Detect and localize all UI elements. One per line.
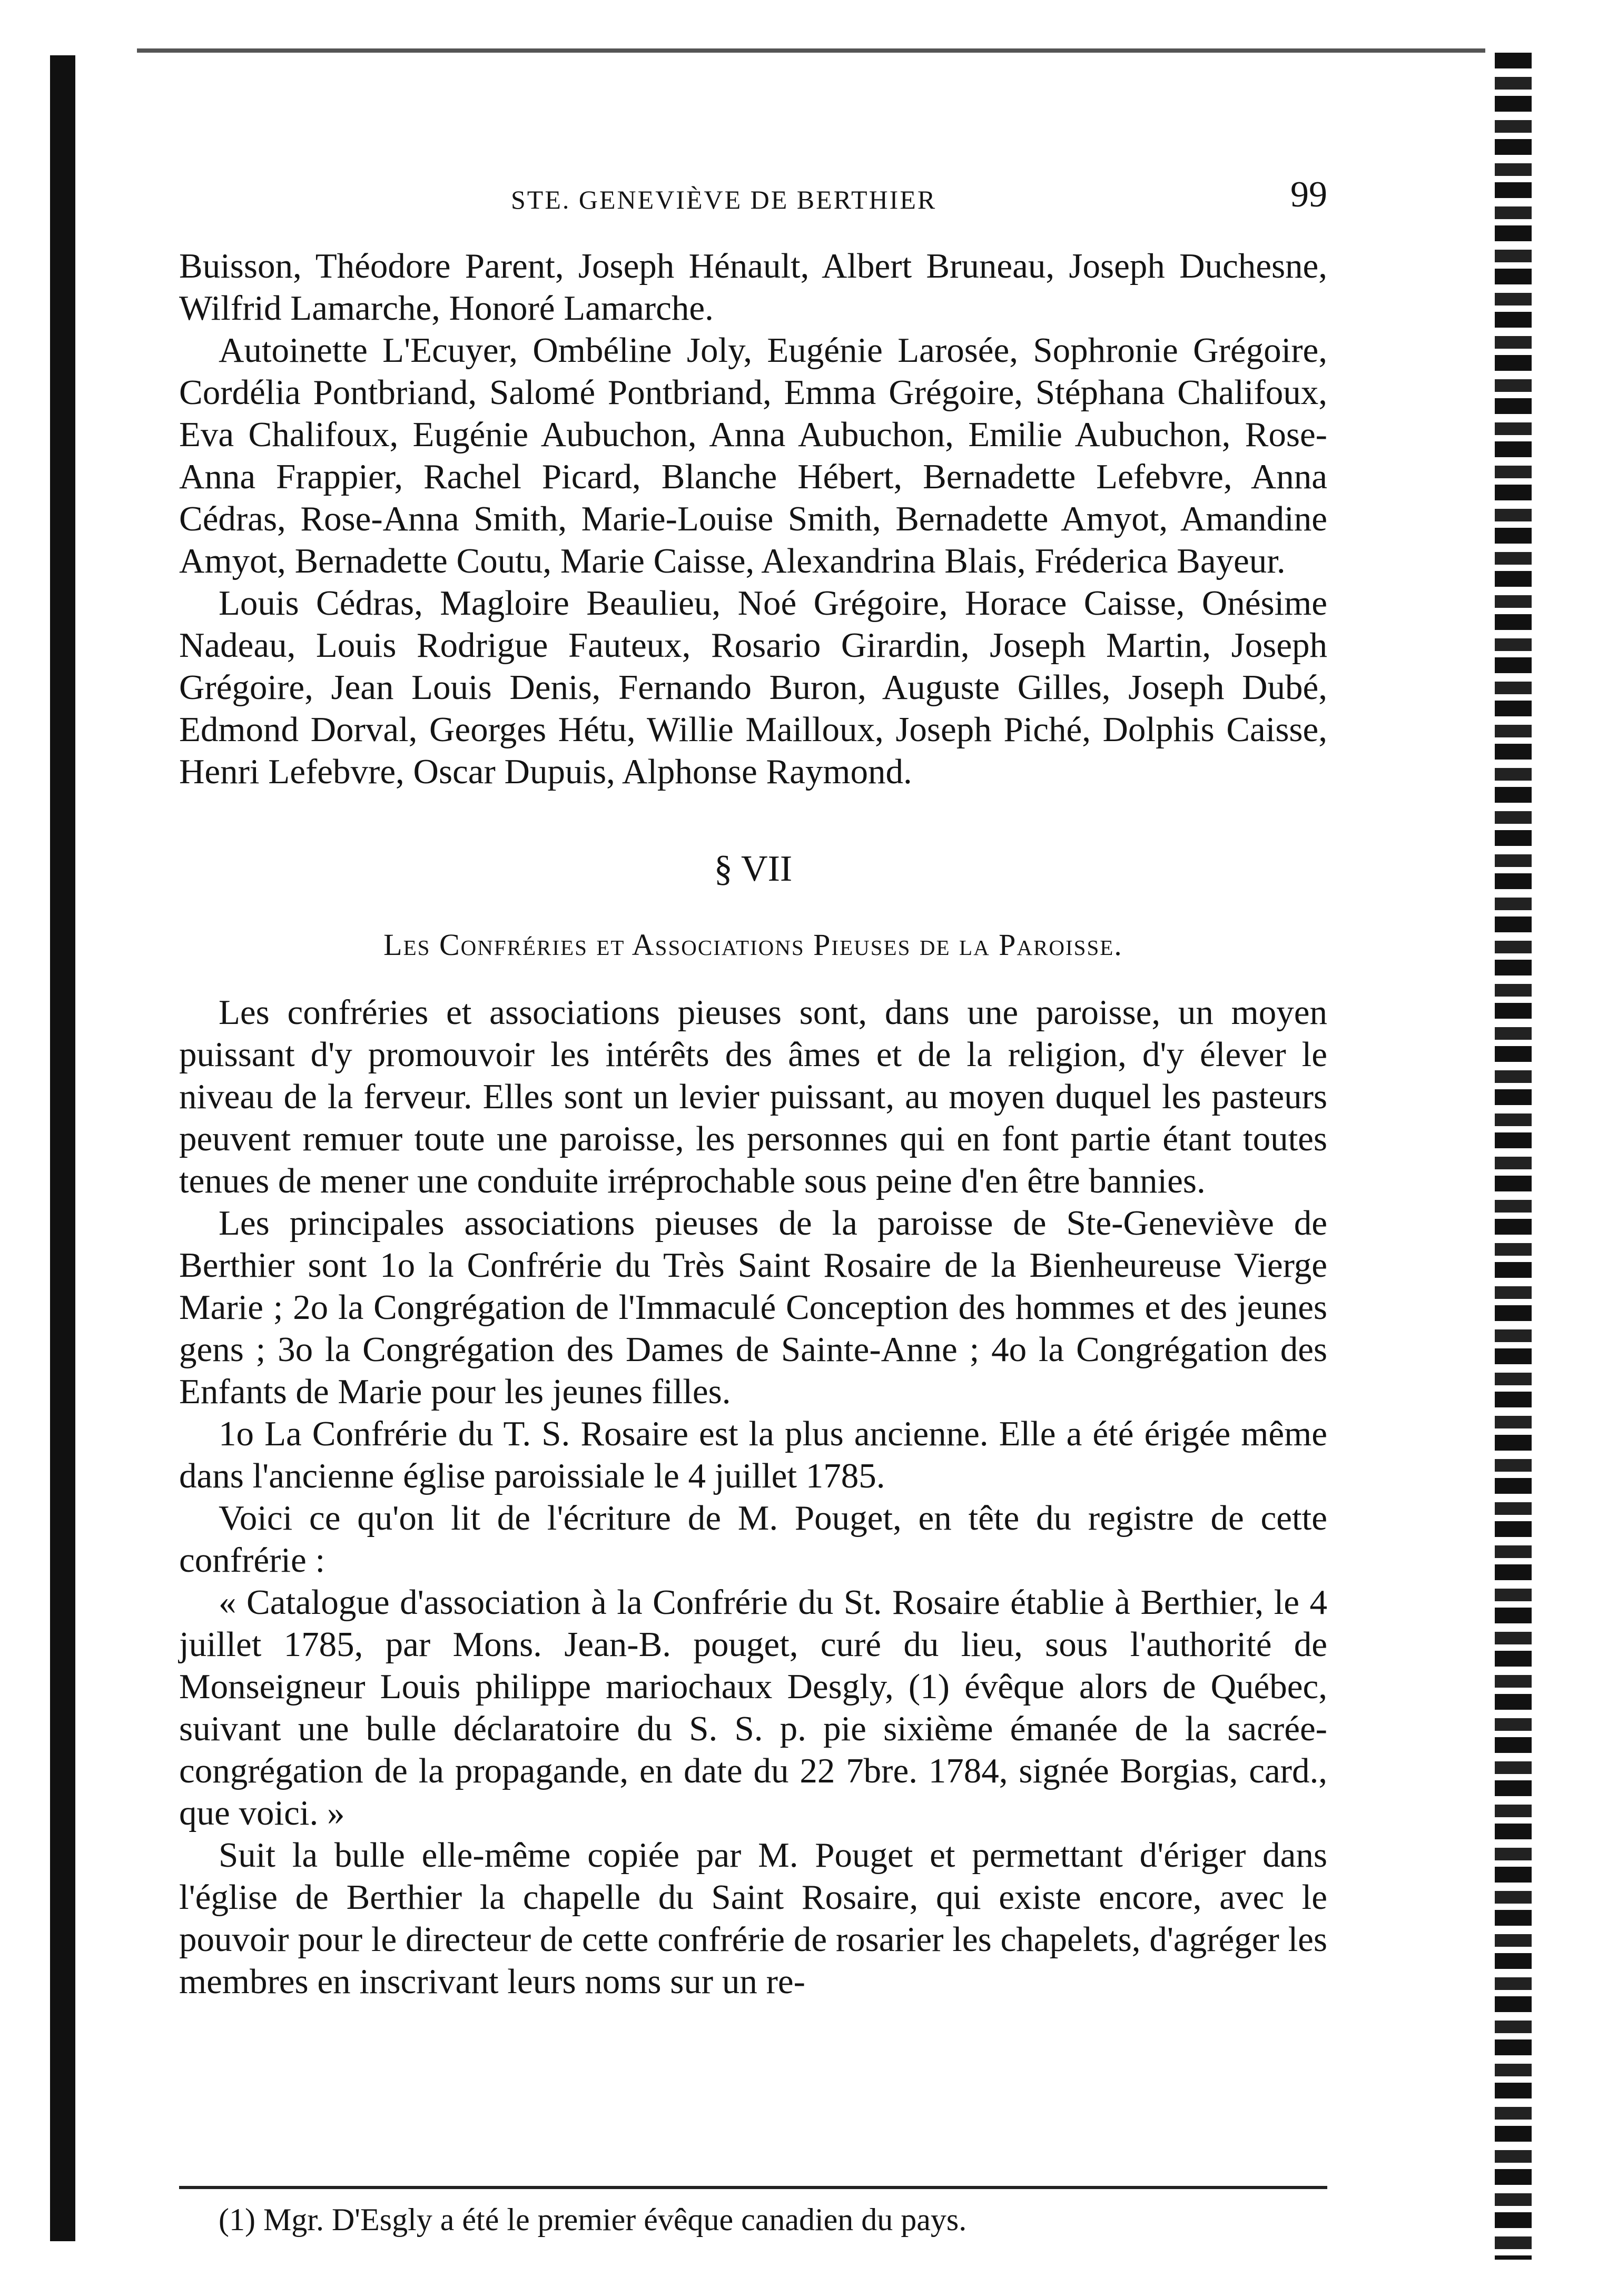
page-top-edge [137, 48, 1485, 53]
running-title: STE. GENEVIÈVE DE BERTHIER [511, 185, 937, 214]
paragraph-2: Les principales associations pieuses de la paroisse de Ste-Geneviève de Berthier sont 1o la Confrérie du Très Saint Rosaire de la Bienheureuse Vierge Marie ; 2o la Congrégation de l'Immaculé Conception des hommes et des jeunes gens ; 3o la Congrégation des Dames de Sainte-Anne ; 4o la Congrégation des Enfants de Marie pour les jeunes filles. [179, 1204, 1327, 1411]
paragraph-1: Les confréries et associations pieuses sont, dans une paroisse, un moyen puissant d'y promouvoir les intérêts des âmes et de la religion, d'y élever le niveau de la ferveur. Elles sont un levier puissant, au moyen duquel les pasteurs peuvent remuer toute une paroisse, les personnes qui en font partie étant toutes tenues de mener une conduite irréprochable sous peine d'en être bannies. [179, 993, 1327, 1200]
footnote: (1) Mgr. D'Esgly a été le premier évêque canadien du pays. [219, 2202, 967, 2237]
footnote-rule [179, 2186, 1327, 2189]
section-number: § VII [714, 849, 793, 889]
section-title: Les Confréries et Associations Pieuses de la Paroisse. [383, 928, 1123, 962]
book-page [179, 174, 1327, 2003]
paragraph-4: Voici ce qu'on lit de l'écriture de M. Pouget, en tête du registre de cette confrérie : [179, 1499, 1327, 1580]
page-number: 99 [1290, 174, 1327, 215]
names-paragraph-1: Buisson, Théodore Parent, Joseph Hénault, Albert Bruneau, Joseph Duchesne, Wilfrid Lamarche, Honoré Lamarche. [179, 247, 1327, 328]
names-paragraph-3: Louis Cédras, Magloire Beaulieu, Noé Grégoire, Horace Caisse, Onésime Nadeau, Louis Rodrigue Fauteux, Rosario Girardin, Joseph Martin, Joseph Grégoire, Jean Louis Denis, Fernando Buron, Auguste Gilles, Joseph Dubé, Edmond Dorval, Georges Hétu, Willie Mailloux, Joseph Piché, Dolphis Caisse, Henri Lefebvre, Oscar Dupuis, Alphonse Raymond. [179, 584, 1327, 791]
paragraph-3: 1o La Confrérie du T. S. Rosaire est la plus ancienne. Elle a été érigée même dans l'ancienne église paroissiale le 4 juillet 1785. [179, 1414, 1327, 1495]
paragraph-6: Suit la bulle elle-même copiée par M. Pouget et permettant d'ériger dans l'église de Berthier la chapelle du Saint Rosaire, qui existe encore, avec le pouvoir pour le directeur de cette confrérie de rosarier les chapelets, d'agréger les membres en inscrivant leurs noms sur un re- [179, 1836, 1327, 2001]
binding-shadow-left [50, 55, 75, 2241]
running-head [179, 174, 1327, 216]
paragraph-5-quote: « Catalogue d'association à la Confrérie du St. Rosaire établie à Berthier, le 4 juillet 1785, par Mons. Jean-B. pouget, curé du lieu, sous l'authorité de Monseigneur Louis philippe mariochaux Desgly, (1) évêque alors de Québec, suivant une bulle déclaratoire du S. S. p. pie sixième émanée de la sacrée-congrégation de la propagande, en date du 22 7bre. 1784, signée Borgias, card., que voici. » [179, 1583, 1327, 1832]
names-paragraph-2: Autoinette L'Ecuyer, Ombéline Joly, Eugénie Larosée, Sophronie Grégoire, Cordélia Pontbriand, Salomé Pontbriand, Emma Grégoire, Stéphana Chalifoux, Eva Chalifoux, Eugénie Aubuchon, Anna Aubuchon, Emilie Aubuchon, Rose-Anna Frappier, Rachel Picard, Blanche Hébert, Bernadette Lefebvre, Anna Cédras, Rose-Anna Smith, Marie-Louise Smith, Bernadette Amyot, Amandine Amyot, Bernadette Coutu, Marie Caisse, Alexandrina Blais, Fréderica Bayeur. [179, 331, 1327, 580]
page-edge-right [1495, 53, 1532, 2260]
